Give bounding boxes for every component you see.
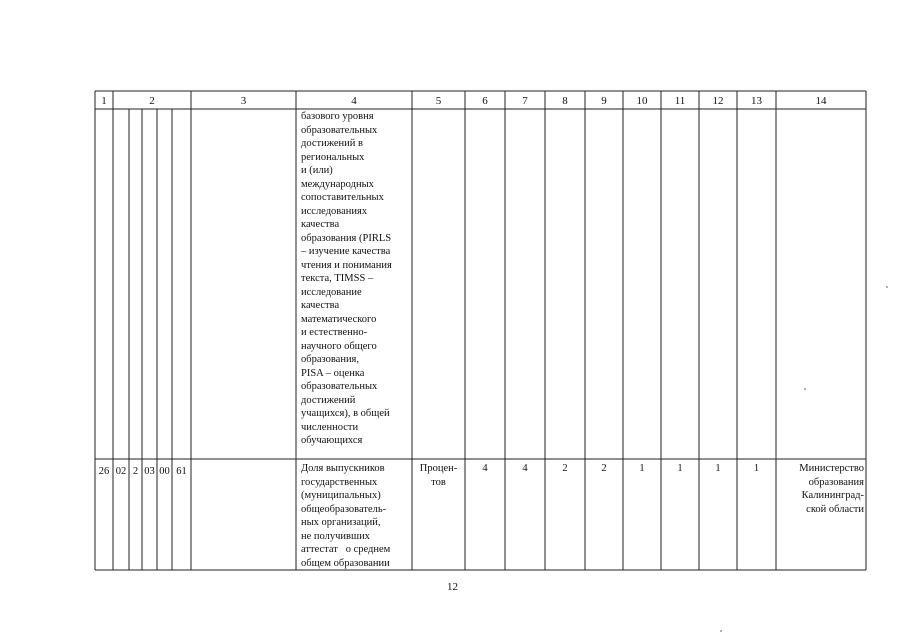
text-line: достижений в — [301, 138, 363, 149]
text-line: не получивших — [301, 530, 370, 542]
text-line: государственных — [301, 476, 378, 488]
page-number: 12 — [447, 581, 458, 593]
text-line: исследованиях — [301, 205, 368, 217]
text-line: образования — [808, 476, 864, 488]
text-line: достижений — [301, 394, 356, 406]
header-col-9: 9 — [601, 95, 607, 107]
text-line: Доля выпускников — [301, 463, 385, 474]
text-line: Калининград- — [801, 490, 864, 501]
text-line: (муниципальных) — [301, 490, 381, 501]
code-cell: 61 — [176, 466, 187, 477]
text-line: чтения и понимания — [301, 259, 392, 271]
text-line: качества — [301, 219, 340, 230]
text-line: качества — [301, 300, 340, 311]
header-col-10: 10 — [636, 95, 648, 107]
text-line: образовательных — [301, 124, 378, 136]
header-col-1: 1 — [101, 95, 107, 107]
header-col-3: 3 — [240, 95, 247, 107]
header-col-8: 8 — [562, 95, 568, 107]
header-col-11: 11 — [674, 95, 686, 107]
text-line: базового уровня — [301, 111, 374, 122]
header-col-5: 5 — [435, 95, 442, 107]
header-col-4: 4 — [351, 95, 357, 107]
text-line: аттестат о среднем — [301, 544, 391, 555]
text-line: научного общего — [301, 340, 377, 352]
header-col-14: 14 — [815, 95, 827, 107]
row2-responsible — [778, 462, 864, 516]
code-cell: 03 — [144, 466, 155, 477]
text-line: численности — [301, 421, 359, 433]
header-col-6: 6 — [482, 95, 488, 107]
code-cell: 26 — [98, 466, 110, 477]
scan-speck — [804, 388, 806, 390]
header-col-2: 2 — [149, 95, 155, 107]
text-line: образования, — [301, 354, 360, 365]
text-line: образования (PIRLS — [301, 232, 392, 244]
header-col-12: 12 — [712, 95, 724, 107]
text-line: Процен- — [419, 463, 458, 474]
header-col-7: 7 — [522, 95, 528, 107]
text-line: и (или) — [301, 165, 333, 176]
row2-codes — [95, 465, 191, 479]
code-cell: 02 — [115, 466, 127, 477]
code-cell: 2 — [132, 466, 139, 477]
scan-speck — [720, 630, 722, 632]
text-line: текста, TIMSS – — [301, 273, 374, 284]
value-cell: 1 — [639, 463, 645, 474]
text-line: исследование — [301, 286, 362, 298]
text-line: ской области — [806, 503, 864, 515]
header-col-13: 13 — [751, 95, 762, 107]
value-cell: 1 — [677, 463, 683, 474]
text-line: региональных — [301, 151, 365, 163]
text-line: – изучение качества — [301, 246, 391, 257]
text-line: ных организаций, — [301, 517, 381, 528]
row1-indicator-text — [301, 110, 411, 448]
text-line: образовательных — [301, 381, 378, 392]
text-line: международных — [301, 178, 374, 190]
text-line: обучающихся — [301, 435, 363, 446]
value-cell: 2 — [562, 463, 568, 474]
text-line: математического — [301, 313, 377, 325]
text-line: тов — [431, 476, 446, 488]
text-line: PISA – оценка — [301, 367, 365, 379]
text-line: общеобразователь- — [301, 503, 387, 515]
row2-unit — [412, 462, 465, 489]
text-line: общем образовании — [301, 557, 390, 569]
text-line: сопоставительных — [301, 192, 384, 203]
value-cell: 2 — [601, 463, 607, 474]
row2-indicator-text — [301, 462, 411, 570]
text-line: и естественно- — [301, 327, 368, 338]
value-cell: 1 — [753, 463, 760, 474]
value-cell: 4 — [482, 463, 488, 474]
text-line: учащихся), в общей — [301, 408, 390, 419]
text-line: Министерство — [799, 463, 864, 474]
value-cell: 4 — [522, 463, 528, 474]
code-cell: 00 — [159, 466, 170, 477]
scan-speck — [886, 286, 888, 288]
value-cell: 1 — [715, 463, 721, 474]
